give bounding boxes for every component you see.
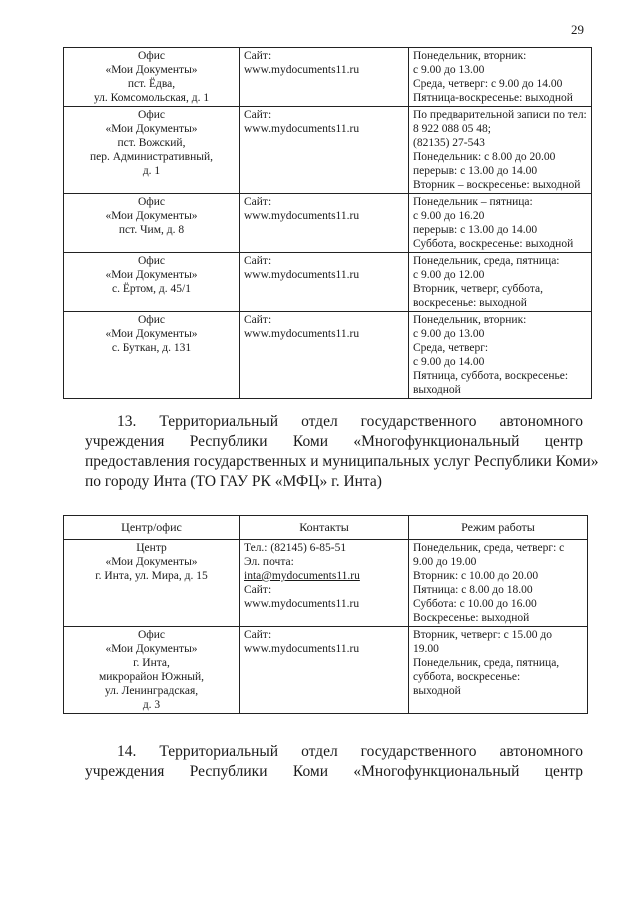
contact-line: Тел.: (82145) 6-85-51 <box>244 542 347 554</box>
table-row <box>64 540 588 627</box>
contact-line: www.mydocuments11.ru <box>244 210 360 222</box>
header-center-office: Центр/офис <box>64 516 240 540</box>
contact-line: Сайт: <box>244 629 272 641</box>
heading-line <box>85 472 583 492</box>
office-line: «Мои Документы» <box>105 328 198 340</box>
hours-line: с 9.00 до 13.00 <box>413 328 485 340</box>
heading-word: Территориальный <box>159 413 279 430</box>
hours-line: воскресенье: выходной <box>413 297 527 309</box>
offices-table-inta <box>63 515 588 714</box>
hours-cell <box>409 194 592 253</box>
section-13-heading <box>85 412 599 492</box>
office-line: г. Инта, ул. Мира, д. 15 <box>95 570 208 582</box>
contacts-cell <box>240 312 409 399</box>
contacts-cell <box>240 48 409 107</box>
heading-word: учреждения <box>85 433 165 450</box>
office-line: Офис <box>137 50 165 62</box>
section-14-heading <box>85 742 583 782</box>
office-line: г. Инта, <box>133 657 170 669</box>
office-cell <box>64 107 240 194</box>
hours-line: Пятница, суббота, воскресенье: <box>413 370 569 382</box>
heading-word: учреждения <box>85 763 165 780</box>
heading-line <box>85 452 599 472</box>
hours-line: с 9.00 до 14.00 <box>413 356 485 368</box>
office-cell <box>64 627 240 714</box>
contacts-cell <box>240 107 409 194</box>
page-number: 29 <box>571 22 584 37</box>
hours-line: выходной <box>413 685 461 697</box>
office-line: ул. Комсомольская, д. 1 <box>93 92 210 104</box>
hours-line: Понедельник, вторник: <box>413 314 527 326</box>
office-line: пст. Чим, д. 8 <box>118 224 185 236</box>
hours-line: Среда, четверг: с 9.00 до 14.00 <box>413 78 563 90</box>
contact-line: www.mydocuments11.ru <box>244 328 360 340</box>
hours-cell <box>409 312 592 399</box>
office-line: «Мои Документы» <box>105 643 198 655</box>
offices-table-ts12 <box>63 47 592 399</box>
hours-line: Понедельник, среда, пятница: <box>413 255 560 267</box>
office-cell <box>64 48 240 107</box>
hours-line: с 9.00 до 13.00 <box>413 64 485 76</box>
hours-line: Пятница-воскресенье: выходной <box>413 92 573 104</box>
heading-word: автономного <box>499 413 583 430</box>
section-number: 14. <box>117 743 137 760</box>
office-line: Центр <box>136 542 167 554</box>
heading-line <box>85 762 583 782</box>
header-contacts: Контакты <box>240 516 409 540</box>
office-line: Офис <box>137 196 165 208</box>
hours-line: По предварительной записи по тел: <box>413 109 587 121</box>
table-row <box>64 253 592 312</box>
contact-line: Эл. почта: <box>244 556 294 568</box>
contacts-cell <box>240 194 409 253</box>
hours-line: Суббота, воскресенье: выходной <box>413 238 574 250</box>
contact-line: www.mydocuments11.ru <box>244 123 360 135</box>
hours-line: 9.00 до 19.00 <box>413 556 477 568</box>
hours-line: перерыв: с 13.00 до 14.00 <box>413 165 538 177</box>
office-line: пст. Вожский, <box>117 137 186 149</box>
hours-line: Вторник: с 10.00 до 20.00 <box>413 570 539 582</box>
hours-cell <box>409 107 592 194</box>
heading-line <box>85 742 583 762</box>
hours-cell <box>409 627 588 714</box>
hours-cell <box>409 48 592 107</box>
hours-cell <box>409 253 592 312</box>
heading-word: государственного <box>360 743 477 760</box>
table-row <box>64 107 592 194</box>
email-link[interactable]: inta@mydocuments11.ru <box>244 570 360 582</box>
office-cell <box>64 540 240 627</box>
contacts-cell <box>240 627 409 714</box>
office-line: «Мои Документы» <box>105 64 198 76</box>
office-line: Офис <box>137 314 165 326</box>
contact-line: Сайт: <box>244 314 272 326</box>
office-line: «Мои Документы» <box>105 269 198 281</box>
hours-line: Среда, четверг: <box>413 342 489 354</box>
office-line: ул. Ленинградская, <box>104 685 199 697</box>
heading-word: «Многофункциональный <box>353 763 520 780</box>
table-row <box>64 312 592 399</box>
heading-word: Республики <box>189 763 268 780</box>
table-header-row <box>64 516 588 540</box>
hours-line: Вторник, четверг: с 15.00 до <box>413 629 552 641</box>
office-line: с. Буткан, д. 131 <box>111 342 192 354</box>
hours-line: Пятница: с 8.00 до 18.00 <box>413 584 533 596</box>
office-line: микрорайон Южный, <box>98 671 205 683</box>
heading-word: центр <box>544 763 583 780</box>
hours-line: Вторник – воскресенье: выходной <box>413 179 581 191</box>
hours-line: 8 922 088 05 48; <box>413 123 491 135</box>
office-line: Офис <box>137 255 165 267</box>
contact-line: Сайт: <box>244 255 272 267</box>
contacts-cell <box>240 253 409 312</box>
contact-line: Сайт: <box>244 196 272 208</box>
section-number: 13. <box>117 413 137 430</box>
office-line: с. Ёртом, д. 45/1 <box>112 283 191 295</box>
heading-word: Коми <box>292 433 329 450</box>
hours-line: суббота, воскресенье: <box>413 671 521 683</box>
hours-cell <box>409 540 588 627</box>
contact-line: Сайт: <box>244 50 272 62</box>
hours-line: Понедельник – пятница: <box>413 196 533 208</box>
hours-line: с 9.00 до 16.20 <box>413 210 485 222</box>
hours-line: перерыв: с 13.00 до 14.00 <box>413 224 538 236</box>
office-line: «Мои Документы» <box>105 210 198 222</box>
office-line: пер. Административный, <box>89 151 213 163</box>
contact-line: www.mydocuments11.ru <box>244 64 360 76</box>
heading-word: Республики <box>189 433 268 450</box>
hours-line: Понедельник, среда, четверг: с <box>413 542 565 554</box>
heading-word: центр <box>544 433 583 450</box>
hours-line: 19.00 <box>413 643 439 655</box>
hours-line: Понедельник, вторник: <box>413 50 527 62</box>
heading-word: Территориальный <box>159 743 279 760</box>
office-line: д. 1 <box>142 165 161 177</box>
table-row <box>64 194 592 253</box>
office-line: Офис <box>137 629 165 641</box>
office-line: пст. Ёдва, <box>127 78 176 90</box>
office-cell <box>64 253 240 312</box>
heading-word: автономного <box>499 743 583 760</box>
office-line: Офис <box>137 109 165 121</box>
hours-line: Вторник, четверг, суббота, <box>413 283 543 295</box>
contact-line: www.mydocuments11.ru <box>244 643 360 655</box>
office-line: «Мои Документы» <box>105 556 198 568</box>
hours-line: Суббота: с 10.00 до 16.00 <box>413 598 537 610</box>
heading-line <box>85 432 583 452</box>
contact-line: Сайт: <box>244 584 272 596</box>
heading-word: Коми <box>292 763 329 780</box>
table-row <box>64 48 592 107</box>
hours-line: Понедельник: с 8.00 до 20.00 <box>413 151 556 163</box>
heading-word: предоставления государственных и муниципальных услуг Республики Коми» <box>85 453 599 470</box>
office-line: «Мои Документы» <box>105 123 198 135</box>
contact-line: www.mydocuments11.ru <box>244 269 360 281</box>
heading-word: по городу Инта (ТО ГАУ РК «МФЦ» г. Инта) <box>85 473 382 490</box>
contact-line: Сайт: <box>244 109 272 121</box>
hours-line: Понедельник, среда, пятница, <box>413 657 560 669</box>
hours-line: с 9.00 до 12.00 <box>413 269 485 281</box>
heading-line <box>85 412 583 432</box>
table-row <box>64 627 588 714</box>
heading-word: отдел <box>301 413 338 430</box>
contact-line: www.mydocuments11.ru <box>244 598 360 610</box>
heading-word: государственного <box>360 413 477 430</box>
heading-word: «Многофункциональный <box>353 433 520 450</box>
hours-line: Воскресенье: выходной <box>413 612 530 624</box>
hours-line: выходной <box>413 384 461 396</box>
office-line: д. 3 <box>142 699 161 711</box>
office-cell <box>64 312 240 399</box>
office-cell <box>64 194 240 253</box>
heading-word: отдел <box>301 743 338 760</box>
hours-line: (82135) 27-543 <box>413 137 485 149</box>
contacts-cell <box>240 540 409 627</box>
header-working-hours: Режим работы <box>409 516 588 540</box>
